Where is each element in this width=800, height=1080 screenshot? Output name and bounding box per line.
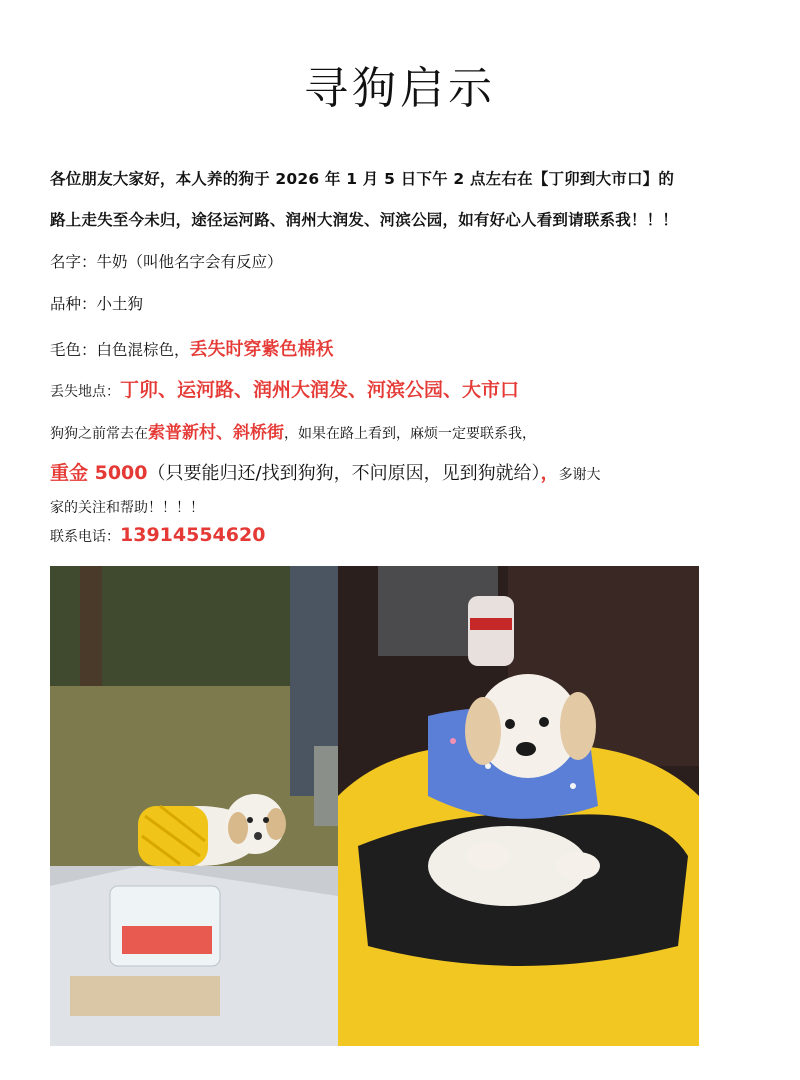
- name-value: 牛奶（叫他名字会有反应）: [96, 253, 283, 271]
- reward-highlight: 重金 5000: [50, 462, 148, 484]
- fur-value: 白色混棕色，: [96, 341, 190, 359]
- phone-label: 联系电话：: [50, 529, 120, 545]
- dog-photo-outdoor: [50, 566, 338, 1046]
- dog-photo-indoor: [338, 566, 699, 1046]
- breed-label: 品种：: [50, 295, 97, 313]
- often-prefix: 狗狗之前常去在: [50, 426, 148, 442]
- lost-value: 丁卯、运河路、润州大润发、河滨公园、大市口: [120, 379, 520, 401]
- often-suffix: ，如果在路上看到，麻烦一定要联系我，: [284, 426, 536, 442]
- dog-photo-outdoor-image: [50, 566, 338, 1046]
- reward-row: [50, 458, 601, 485]
- name-row: [50, 250, 283, 272]
- breed-value: 小土狗: [96, 295, 144, 313]
- lost-row: [50, 375, 519, 402]
- intro-line-1: 各位朋友大家好，本人养的狗于 2026 年 1 月 5 日下午 2 点左右在【丁卯到大市口】的: [50, 170, 675, 188]
- thanks-line-1: 多谢大: [558, 467, 601, 483]
- dog-photo-indoor-image: [338, 566, 699, 1046]
- breed-row: [50, 292, 143, 314]
- reward-comma: ，: [540, 463, 559, 484]
- often-highlight: 索普新村、斜桥街: [148, 423, 284, 443]
- fur-highlight: 丢失时穿紫色棉袄: [189, 339, 334, 360]
- fur-row: [50, 335, 334, 361]
- fur-label: 毛色：: [50, 341, 97, 359]
- lost-label: 丢失地点：: [50, 384, 120, 400]
- thanks-line-2: 家的关注和帮助！！！！: [50, 500, 204, 516]
- often-row: [50, 418, 536, 443]
- intro-line-2: 路上走失至今未归，途径运河路、润州大润发、河滨公园，如有好心人看到请联系我！！！: [50, 211, 679, 229]
- reward-text: （只要能归还/找到狗狗，不问原因，见到狗就给）: [147, 463, 541, 484]
- phone-row: [50, 524, 265, 546]
- poster-title: 寻狗启示: [304, 63, 496, 114]
- name-label: 名字：: [50, 253, 97, 271]
- phone-value: 13914554620: [120, 524, 266, 546]
